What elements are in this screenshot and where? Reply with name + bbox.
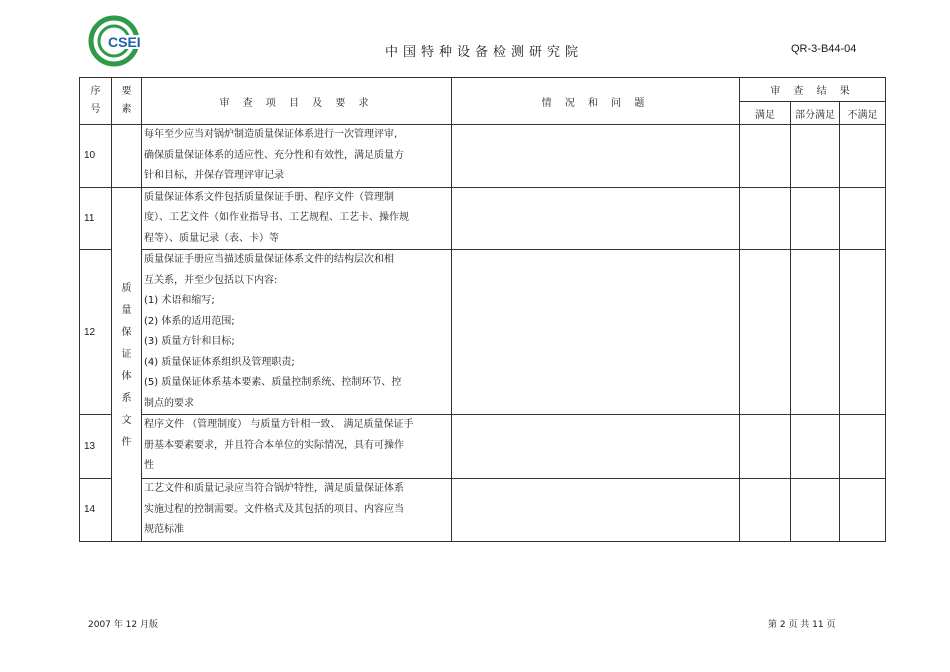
header-satisfied: 满足 [740,102,791,125]
situation-cell[interactable] [452,250,740,415]
requirement-cell: 程序文件 （管理制度） 与质量方针相一致、 满足质量保证手 册基本要素要求，并且符合本单位的实际情况，具有可操作 性 [142,415,452,479]
partially-satisfied-cell[interactable] [791,187,840,250]
satisfied-cell[interactable] [740,125,791,188]
csei-logo [88,14,156,68]
satisfied-cell[interactable] [740,479,791,542]
table-row [80,125,886,188]
requirement-cell: 每年至少应当对锅炉制造质量保证体系进行一次管理评审, 确保质量保证体系的适应性、充分性和有效性，满足质量方 针和目标，并保存管理评审记录 [142,125,452,188]
row-seq: 14 [80,479,112,542]
header-not-satisfied: 不满足 [840,102,886,125]
partially-satisfied-cell[interactable] [791,250,840,415]
situation-cell[interactable] [452,415,740,479]
row-seq: 12 [80,250,112,415]
partially-satisfied-cell[interactable] [791,415,840,479]
table-row [80,479,886,542]
requirement-cell: 工艺文件和质量记录应当符合锅炉特性，满足质量保证体系 实施过程的控制需要。文件格式及其包括的项目、内容应当 规范标准 [142,479,452,542]
satisfied-cell[interactable] [740,250,791,415]
header-result: 审 查 结 果 [740,78,886,102]
row-seq: 10 [80,125,112,188]
review-form-table [79,77,886,542]
header-element: 要 素 [112,78,142,125]
header-situation: 情 况 和 问 题 [452,78,740,125]
situation-cell[interactable] [452,125,740,188]
element-cell-empty [112,125,142,188]
table-row [80,415,886,479]
row-seq: 13 [80,415,112,479]
satisfied-cell[interactable] [740,415,791,479]
element-quality-system-documents: 质 量 保 证 体 系 文 件 [112,187,142,541]
edition-label: 2007 年 12 月版 [88,620,158,630]
requirement-cell: 质量保证手册应当描述质量保证体系文件的结构层次和相 互关系，并至少包括以下内容: (1) 术语和缩写; (2) 体系的适用范围; (3) 质量方针和目标; (4) 质量保证体系组织及管理职责; (5) 质量保证体系基本要素、质量控制系统、控制环节、控 制点的要求 [142,250,452,415]
partially-satisfied-cell[interactable] [791,125,840,188]
not-satisfied-cell[interactable] [840,479,886,542]
not-satisfied-cell[interactable] [840,187,886,250]
org-title: 中国特种设备检测研究院 [385,45,584,60]
partially-satisfied-cell[interactable] [791,479,840,542]
header-seq: 序 号 [80,78,112,125]
header-partially-satisfied: 部分满足 [791,102,840,125]
document-code: QR-3-B44-04 [791,43,857,55]
header-items: 审 查 项 目 及 要 求 [142,78,452,125]
satisfied-cell[interactable] [740,187,791,250]
situation-cell[interactable] [452,479,740,542]
not-satisfied-cell[interactable] [840,125,886,188]
not-satisfied-cell[interactable] [840,415,886,479]
table-row [80,250,886,415]
page-number: 第 2 页 共 11 页 [768,620,836,630]
table-row [80,187,886,250]
situation-cell[interactable] [452,187,740,250]
not-satisfied-cell[interactable] [840,250,886,415]
row-seq: 11 [80,187,112,250]
logo-text: CSEI [108,34,141,50]
requirement-cell: 质量保证体系文件包括质量保证手册、程序文件（管理制 度）、工艺文件（如作业指导书、工艺规程、工艺卡、操作规 程等）、质量记录（表、卡）等 [142,187,452,250]
